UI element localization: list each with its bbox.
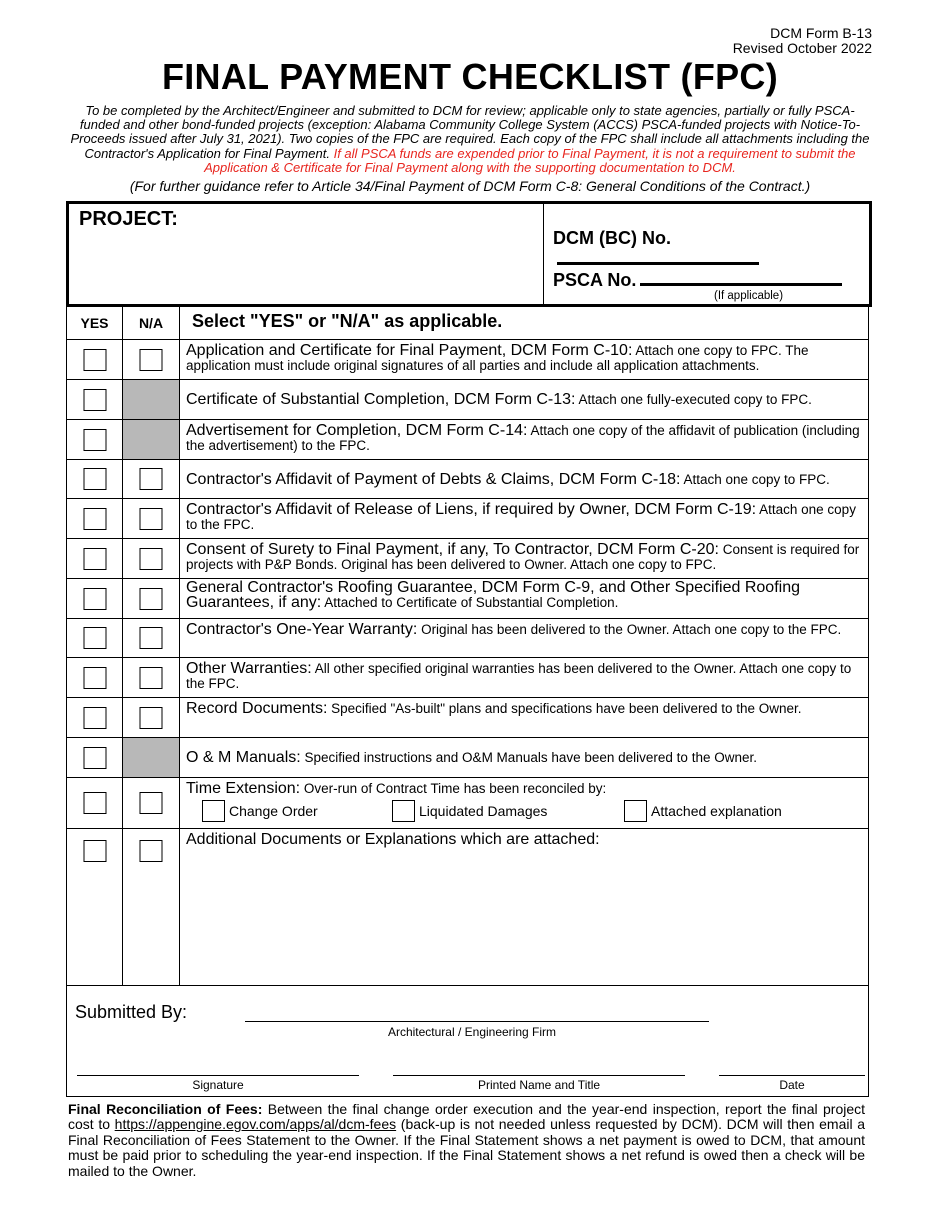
item-text bbox=[180, 340, 868, 379]
na-checkbox[interactable] bbox=[140, 349, 163, 371]
yes-column-header: YES bbox=[67, 307, 123, 339]
revised-date: Revised October 2022 bbox=[732, 40, 872, 56]
printed-name-caption: Printed Name and Title bbox=[477, 1078, 601, 1092]
reconciliation-note bbox=[68, 1102, 865, 1179]
change-order-option[interactable] bbox=[202, 800, 392, 822]
item-detail: Specified instructions and O&M Manuals have been delivered to the Owner. bbox=[304, 750, 757, 765]
change-order-label: Change Order bbox=[229, 802, 318, 819]
reconciliation-lead: Final Reconciliation of Fees: bbox=[68, 1101, 263, 1117]
yes-checkbox[interactable] bbox=[83, 389, 106, 411]
item-title: O & M Manuals: bbox=[186, 749, 301, 766]
na-cell-disabled bbox=[123, 738, 180, 777]
checklist-row bbox=[67, 738, 868, 778]
psca-no-label: PSCA No. bbox=[553, 270, 637, 290]
checklist-row bbox=[67, 658, 868, 698]
item-detail: Attach one copy to FPC. bbox=[683, 471, 830, 487]
item-text bbox=[180, 380, 868, 419]
item-detail: Attach one copy of the affidavit of publication (including the advertisement) to the FPC. bbox=[186, 423, 860, 453]
psca-no-field[interactable] bbox=[553, 270, 842, 291]
yes-checkbox[interactable] bbox=[83, 747, 106, 769]
item-title: Other Warranties: bbox=[186, 660, 312, 677]
dcm-no-label: DCM (BC) No. bbox=[553, 228, 671, 248]
yes-checkbox[interactable] bbox=[83, 627, 106, 649]
project-box bbox=[66, 201, 872, 307]
date-caption: Date bbox=[779, 1078, 805, 1092]
form-id: DCM Form B-13 bbox=[770, 25, 872, 41]
checklist-row bbox=[67, 829, 868, 986]
item-title: Consent of Surety to Final Payment, if any, To Contractor, DCM Form C-20: bbox=[186, 541, 719, 558]
guidance-note: (For further guidance refer to Article 34/Final Payment of DCM Form C-8: General Conditions of the Contract.) bbox=[129, 178, 811, 194]
form-meta bbox=[733, 26, 872, 56]
item-detail: Consent is required for projects with P&P Bonds. Original has been delivered to Owner. Attach one copy to FPC. bbox=[186, 542, 860, 572]
na-checkbox[interactable] bbox=[140, 667, 163, 689]
yes-checkbox[interactable] bbox=[83, 349, 106, 371]
item-detail: All other specified original warranties has been delivered to the Owner. Attach one copy to the FPC. bbox=[186, 661, 852, 691]
dcm-fees-link[interactable]: https://appengine.egov.com/apps/al/dcm-fees bbox=[114, 1116, 397, 1133]
intro-black: To be completed by the Architect/Engineer and submitted to DCM for review; applicable only to state agencies, partially or fully PSCA-funded and other bond-funded projects (exception: Alabama Community College System (ACCS) PSCA-funded projects with Notice-To-Proceeds issued after July 31, 2021). Two copies of the FPC are required. Each copy of the FPC shall include all attachments including the Contractor's Application for Final Payment. bbox=[70, 103, 870, 161]
item-text bbox=[180, 698, 868, 737]
psca-note: (If applicable) bbox=[714, 290, 784, 302]
na-checkbox[interactable] bbox=[140, 840, 163, 862]
firm-caption: Architectural / Engineering Firm bbox=[387, 1025, 557, 1039]
item-text bbox=[180, 499, 868, 538]
yes-checkbox[interactable] bbox=[83, 429, 106, 451]
checklist-row bbox=[67, 698, 868, 738]
intro-red: If all PSCA funds are expended prior to Final Payment, it is not a requirement to submit the Application & Certificate for Final Payment along with the supporting documentation to DCM. bbox=[204, 145, 856, 175]
item-title: Time Extension: bbox=[186, 780, 301, 797]
checklist-row bbox=[67, 619, 868, 658]
project-label: PROJECT: bbox=[79, 208, 178, 230]
psca-no-line[interactable] bbox=[640, 272, 842, 286]
checklist-header-row bbox=[67, 307, 868, 340]
signature-caption: Signature bbox=[192, 1078, 244, 1092]
item-detail: Specified "As-built" plans and specifications have been delivered to the Owner. bbox=[331, 701, 802, 716]
item-title: Application and Certificate for Final Payment, DCM Form C-10: bbox=[186, 342, 633, 359]
checklist-row bbox=[67, 579, 868, 619]
attached-explanation-label: Attached explanation bbox=[651, 802, 782, 819]
checklist-row bbox=[67, 778, 868, 829]
na-column-header: N/A bbox=[123, 307, 180, 339]
na-checkbox[interactable] bbox=[140, 792, 163, 814]
yes-checkbox[interactable] bbox=[83, 667, 106, 689]
project-divider bbox=[543, 204, 544, 304]
yes-checkbox[interactable] bbox=[83, 548, 106, 570]
page-title: FINAL PAYMENT CHECKLIST (FPC) bbox=[161, 56, 779, 97]
change-order-checkbox[interactable] bbox=[202, 800, 225, 822]
item-detail: Attach one copy to FPC. The application must include original signatures of all parties and include all application attachments. bbox=[186, 343, 809, 373]
yes-checkbox[interactable] bbox=[83, 840, 106, 862]
attached-explanation-checkbox[interactable] bbox=[624, 800, 647, 822]
liquidated-damages-option[interactable] bbox=[392, 800, 624, 822]
item-title: Additional Documents or Explanations which are attached: bbox=[186, 831, 600, 848]
dcm-no-line[interactable] bbox=[557, 251, 759, 265]
item-title: Advertisement for Completion, DCM Form C-14: bbox=[186, 422, 528, 439]
item-detail: Over-run of Contract Time has been reconciled by: bbox=[303, 781, 607, 796]
intro-text bbox=[66, 104, 874, 175]
item-title: Contractor's One-Year Warranty: bbox=[186, 621, 418, 638]
instruction-header: Select "YES" or "N/A" as applicable. bbox=[192, 311, 503, 331]
item-text bbox=[180, 460, 868, 498]
na-cell-disabled bbox=[123, 380, 180, 419]
item-text bbox=[180, 420, 868, 459]
reconciliation-text-1: Between the final change order execution and the year-end inspection, report the final project cost to bbox=[68, 1101, 866, 1133]
checklist-row bbox=[67, 460, 868, 499]
liquidated-damages-label: Liquidated Damages bbox=[419, 802, 548, 819]
yes-checkbox[interactable] bbox=[83, 508, 106, 530]
yes-checkbox[interactable] bbox=[83, 707, 106, 729]
item-title: Certificate of Substantial Completion, DCM Form C-13: bbox=[186, 391, 576, 408]
yes-checkbox[interactable] bbox=[83, 588, 106, 610]
item-text bbox=[180, 579, 868, 618]
item-text bbox=[180, 619, 868, 657]
checklist-row bbox=[67, 380, 868, 420]
checklist-row bbox=[67, 340, 868, 380]
item-text bbox=[180, 658, 868, 697]
time-extension-options bbox=[186, 800, 868, 822]
attached-explanation-option[interactable] bbox=[624, 800, 782, 822]
yes-checkbox[interactable] bbox=[83, 792, 106, 814]
signature-line[interactable] bbox=[77, 1075, 359, 1076]
printed-name-line[interactable] bbox=[393, 1075, 685, 1076]
firm-line[interactable] bbox=[245, 1021, 709, 1022]
yes-checkbox[interactable] bbox=[83, 468, 106, 490]
na-checkbox[interactable] bbox=[140, 588, 163, 610]
date-line[interactable] bbox=[719, 1075, 865, 1076]
checklist-row bbox=[67, 499, 868, 539]
item-title: Record Documents: bbox=[186, 700, 328, 717]
checklist-row bbox=[67, 539, 868, 579]
item-title: Contractor's Affidavit of Payment of Debts & Claims, DCM Form C-18: bbox=[186, 470, 681, 488]
na-checkbox[interactable] bbox=[140, 548, 163, 570]
na-checkbox[interactable] bbox=[140, 627, 163, 649]
item-title: General Contractor's Roofing Guarantee, DCM Form C-9, and Other Specified Roofing Guarantees, if any: bbox=[186, 579, 800, 611]
item-text bbox=[180, 778, 868, 828]
na-checkbox[interactable] bbox=[140, 468, 163, 490]
item-detail: Original has been delivered to the Owner. Attach one copy to the FPC. bbox=[421, 622, 842, 637]
na-cell-disabled bbox=[123, 420, 180, 459]
liquidated-damages-checkbox[interactable] bbox=[392, 800, 415, 822]
item-detail: Attached to Certificate of Substantial Completion. bbox=[324, 595, 619, 610]
dcm-no-field[interactable] bbox=[553, 228, 869, 270]
submitted-by-label: Submitted By: bbox=[75, 1002, 188, 1022]
item-text bbox=[180, 738, 868, 777]
checklist-row bbox=[67, 420, 868, 460]
reconciliation-text-2: (back-up is not needed unless requested by DCM). DCM will then email a Final Reconciliation of Fees Statement to the Owner. If the Final Statement shows a net payment is owed to DCM, that amount must be paid prior to scheduling the year-end inspection. If the Final Statement shows a net refund is owed then a check will be mailed to the Owner. bbox=[68, 1116, 866, 1179]
submission-box bbox=[66, 986, 869, 1097]
item-text[interactable] bbox=[180, 829, 868, 985]
item-detail: Attach one fully-executed copy to FPC. bbox=[578, 392, 812, 407]
item-detail: Attach one copy to the FPC. bbox=[186, 502, 856, 532]
checklist-table bbox=[66, 307, 869, 986]
na-checkbox[interactable] bbox=[140, 707, 163, 729]
na-checkbox[interactable] bbox=[140, 508, 163, 530]
item-title: Contractor's Affidavit of Release of Liens, if required by Owner, DCM Form C-19: bbox=[186, 501, 757, 518]
item-text bbox=[180, 539, 868, 578]
